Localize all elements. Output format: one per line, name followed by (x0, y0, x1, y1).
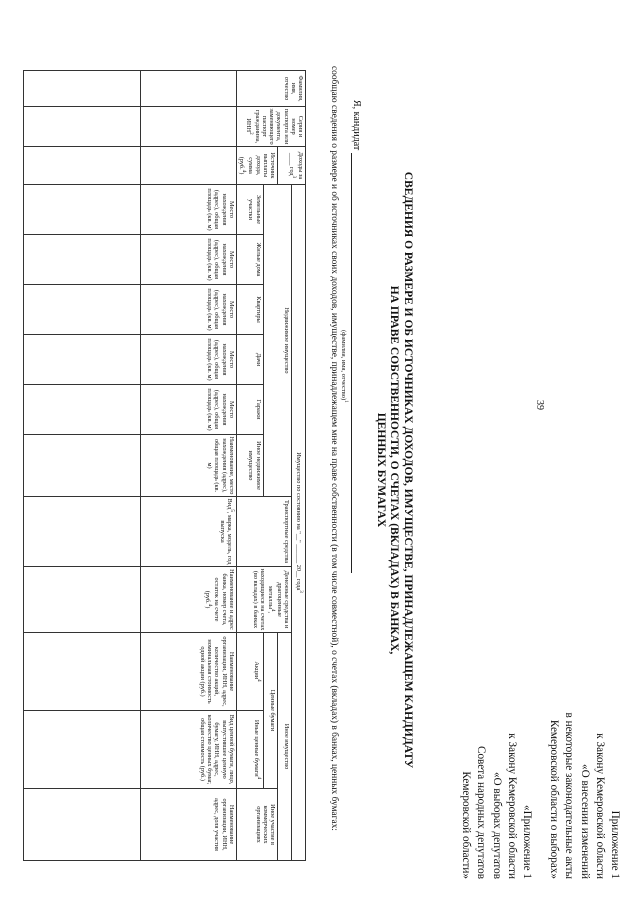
th-source-text: Источник выплаты дохода, сумма (руб. (238, 152, 276, 179)
cell-other-realty: Наименование, место нахождения (адрес), общая площадь (кв. м) (140, 435, 236, 497)
th-income: Доходы за ____ год$^3$ (278, 147, 306, 185)
cell-securities: Вид ценной бумаги, лицо, выпустившее ценную бумагу, ИНН, адрес, количество ценных бумаг, общая стоимость (руб.) (140, 711, 236, 789)
page-number: 39 (534, 400, 545, 410)
th-passport (236, 107, 305, 147)
cell-bank-sup: 4 (207, 603, 213, 607)
appendix-line: к Закону Кемеровской области (593, 733, 606, 879)
title-line-3: ЦЕННЫХ БУМАГАХ (375, 412, 387, 528)
appendix-line: Кемеровской области о выборах» (548, 719, 561, 879)
th-shares-text: Акции (252, 661, 260, 680)
th-property-header (292, 185, 306, 861)
cell-bank-text: Наименование и адрес банка, номер счета, остаток на счете (руб. (204, 569, 235, 630)
th-shares-sup: 4 (255, 679, 261, 682)
th-other-property: Иное имущество (278, 633, 292, 861)
blank-cell[interactable] (24, 147, 141, 185)
appendix-line: «О выборах депутатов (490, 771, 503, 879)
candidate-note-sup: 1 (343, 400, 348, 403)
appendix-line: «Приложение 1 (520, 804, 533, 879)
th-land: Земельные участки (236, 185, 263, 235)
declaration-text: сообщаю сведения о размере и об источниках своих доходов, имуществе, принадлежащем мне на праве собственности (в том числе совместной), о счетах (вкладах) в банках, ценных бумагах: (329, 66, 339, 831)
candidate-prefix: Я, кандидат (351, 100, 362, 151)
th-property-sup: 3 (298, 590, 303, 593)
blank-cell[interactable] (24, 711, 141, 789)
th-securities: Ценные бумаги (263, 633, 277, 789)
cell-houses: Место нахождения (адрес), общая площадь (кв. м) (140, 235, 236, 285)
th-property-text: Имущество по состоянию на "__" ______ 20__ года (294, 452, 302, 591)
th-other-securities-text: Иные ценные бумаги (252, 719, 260, 777)
appendix-line: «О внесении изменений (578, 763, 591, 879)
th-other-realty: Иное недвижимое имущество (236, 435, 263, 497)
appendix-line: Совета народных депутатов (475, 746, 488, 879)
appendix-line: Кемеровской области» (460, 771, 473, 879)
th-flats: Квартиры (236, 285, 263, 335)
th-fio: Фамилия, имя, отчество (236, 71, 305, 107)
cell-transport-sup: 5 (228, 509, 234, 512)
th-houses: Жилые дома (236, 235, 263, 285)
cell-garages: Место нахождения (адрес), общая площадь (кв. м) (140, 385, 236, 435)
cell-bank-tail: ) (204, 606, 212, 609)
th-source-tail: ) (238, 172, 246, 175)
blank-cell[interactable] (24, 235, 141, 285)
th-money-text: Денежные средства и драгоценные металлы (266, 570, 290, 629)
th-realty: Недвижимое имущество (263, 185, 291, 497)
cell-dachas: Место нахождения (адрес), общая площадь (кв. м) (140, 335, 236, 385)
cell-flats: Место нахождения (адрес), общая площадь (кв. м) (140, 285, 236, 335)
blank-cell[interactable] (24, 71, 141, 107)
blank-cell[interactable] (24, 107, 141, 147)
th-income-text: Доходы за (297, 151, 304, 180)
blank-cell[interactable] (24, 789, 141, 861)
th-income-sup: 3 (290, 175, 296, 179)
cell-passport[interactable] (140, 107, 236, 147)
th-income-year: год (287, 167, 295, 176)
candidate-name-blank[interactable] (351, 153, 362, 573)
th-dachas: Дачи (236, 335, 263, 385)
th-money (236, 567, 291, 633)
blank-cell[interactable] (24, 385, 141, 435)
th-passport-sup: 2 (247, 132, 253, 135)
blank-cell[interactable] (24, 435, 141, 497)
th-money-sup: 4 (269, 608, 275, 612)
blank-cell[interactable] (24, 335, 141, 385)
assets-table (23, 70, 306, 861)
cell-transport-tail: , марка, модель, год выпуска (218, 511, 233, 565)
cell-land: Место нахождения (адрес), общая площадь (кв. м) (140, 185, 236, 235)
th-transport: Транспортные средства (236, 497, 291, 567)
blank-cell[interactable] (24, 567, 141, 633)
th-garages: Гаражи (236, 385, 263, 435)
cell-participation: Наименование организации, ИНН, адрес, доля участия (140, 789, 236, 861)
cell-income[interactable] (140, 147, 236, 185)
candidate-note (340, 330, 348, 403)
blank-cell[interactable] (24, 185, 141, 235)
th-other-participation: Иное участие в коммерческих организациях (236, 789, 277, 861)
cell-fio[interactable] (140, 71, 236, 107)
th-money-tail: , находящиеся на счетах (во вкладах) в банках (252, 568, 274, 631)
appendix-gap (534, 713, 546, 880)
title-line-1: СВЕДЕНИЯ О РАЗМЕРЕ И ОБ ИСТОЧНИКАХ ДОХОДОВ, ИМУЩЕСТВЕ, ПРИНАДЛЕЖАЩЕМ КАНДИДАТУ (402, 171, 414, 769)
th-other-securities-sup: 4 (255, 776, 261, 780)
candidate-line (351, 100, 362, 620)
th-other-securities (236, 711, 263, 789)
th-source (236, 147, 277, 185)
title-line-2: НА ПРАВЕ СОБСТВЕННОСТИ, О СЧЕТАХ (ВКЛАДАХ) В БАНКАХ, (388, 285, 401, 655)
cell-bank (140, 567, 236, 633)
cell-shares: Наименование организации, ИНН, адрес, количество акций, номинальная стоимость одной акции (руб.) (140, 633, 236, 711)
th-source-sup: 4 (241, 169, 247, 173)
cell-transport-text: Вид (225, 498, 233, 510)
appendix-line: Приложение 1 (609, 810, 621, 879)
blank-cell[interactable] (24, 497, 141, 567)
blank-cell[interactable] (24, 633, 141, 711)
blank-cell[interactable] (24, 285, 141, 335)
th-shares (236, 633, 263, 711)
candidate-note-text: (фамилия, имя, отчество) (339, 330, 347, 401)
appendix-header (458, 713, 622, 880)
appendix-line: к Закону Кемеровской области (505, 733, 518, 879)
cell-transport (140, 497, 236, 567)
appendix-line: в некоторые законодательные акты (563, 712, 576, 879)
th-passport-text: Серия и номер паспорта или документа, заменяющего паспорт гражданина, ИНН (244, 108, 304, 145)
document-title (374, 140, 415, 800)
